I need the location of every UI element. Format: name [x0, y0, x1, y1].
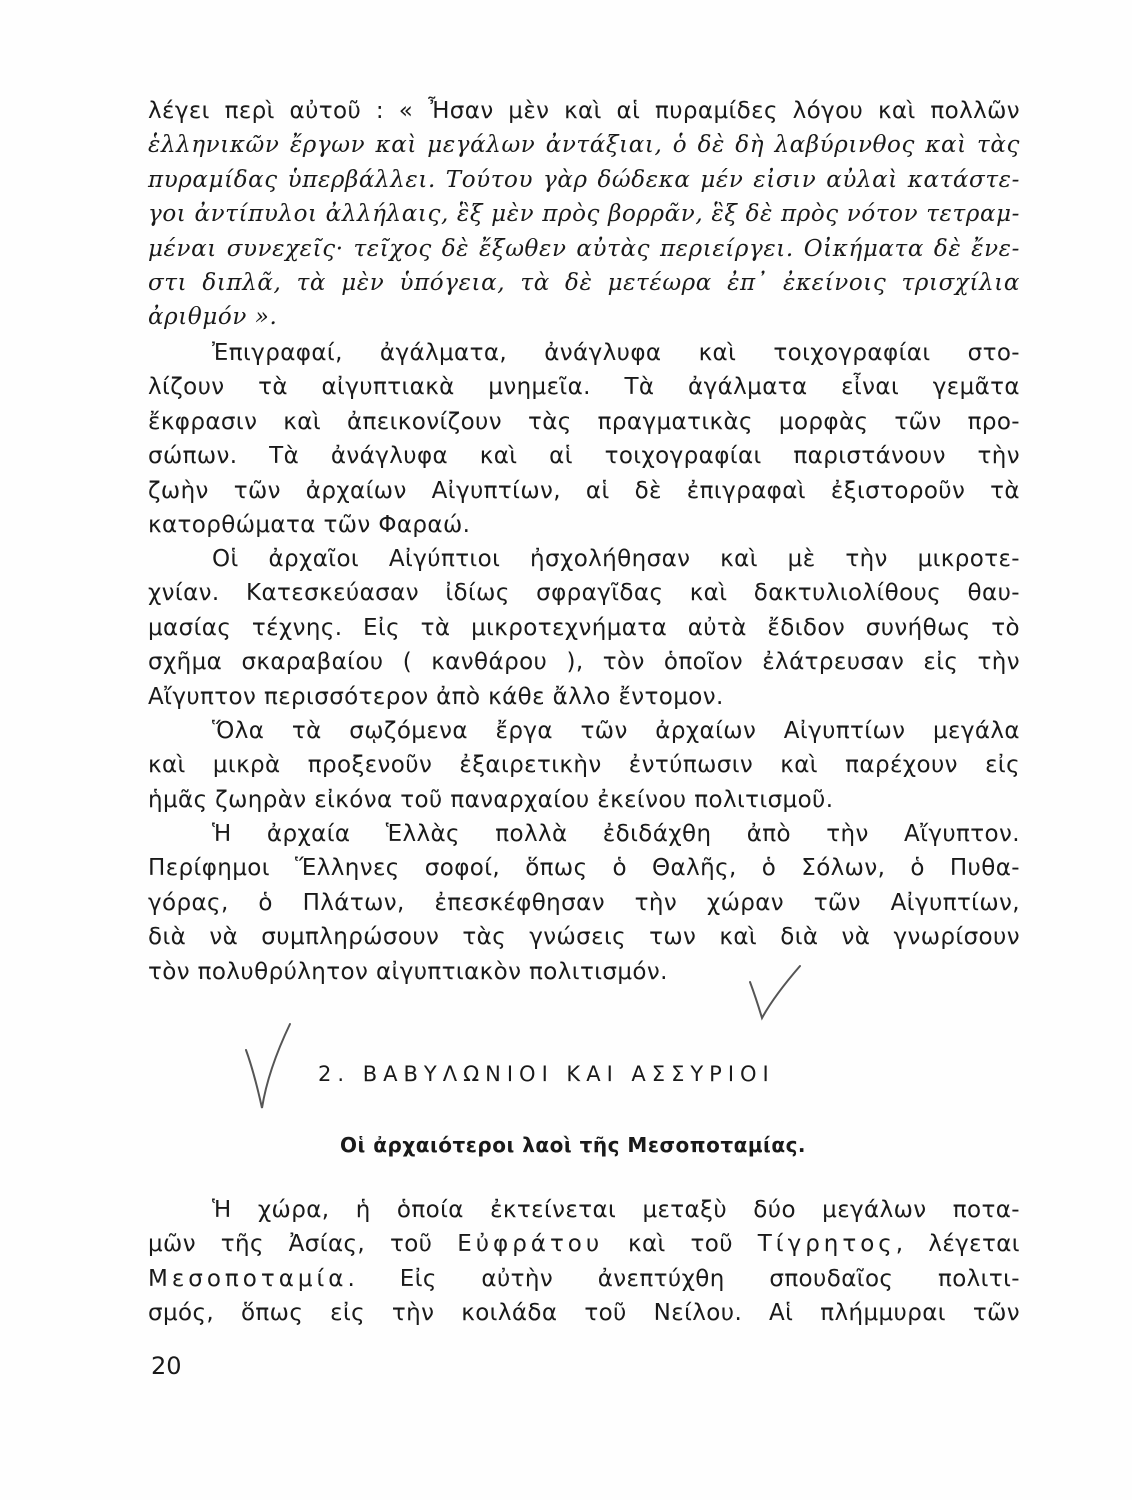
paragraph-art [148, 336, 1020, 542]
quotation-paragraph [148, 94, 1020, 335]
paragraph-surviving-works [148, 714, 1020, 817]
text-line: ζωὴν τῶν ἀρχαίων Αἰγυπτίων, αἱ δὲ ἐπιγραφαὶ ἐξιστοροῦν τὰ [148, 477, 1020, 504]
section-subheading: Οἱ ἀρχαιότεροι λαοὶ τῆς Μεσοποταμίας. [340, 1133, 807, 1157]
text-line: ἀριθμόν ». [148, 304, 278, 331]
river-name-tigris: Τίγρητος [757, 1231, 896, 1258]
text-line: ἑλληνικῶν ἔργων καὶ μεγάλων ἀντάξιαι, ὁ δὲ δὴ λαβύρινθος καὶ τὰς [148, 132, 1020, 159]
text-line: Περίφημοι Ἕλληνες σοφοί, ὅπως ὁ Θαλῆς, ὁ Σόλων, ὁ Πυθα- [148, 855, 1020, 882]
text-line: κατορθώματα τῶν Φαραώ. [148, 512, 471, 539]
text-line: Ἡ χώρα, ἡ ὁποία ἐκτείνεται μεταξὺ δύο μεγάλων ποτα- [212, 1197, 1020, 1223]
text-line: λίζουν τὰ αἰγυπτιακὰ μνημεῖα. Τὰ ἀγάλματα εἶναι γεμᾶτα [148, 374, 1020, 401]
text-line: τὸν πολυθρύλητον αἰγυπτιακὸν πολιτισμόν. [148, 958, 668, 985]
text-line: καὶ μικρὰ προξενοῦν ἐξαιρετικὴν ἐντύπωσιν καὶ παρέχουν εἰς [148, 752, 1020, 779]
text-line [148, 1262, 1020, 1296]
section-heading: 2. ΒΑΒΥΛΩΝΙΟΙ ΚΑΙ ΑΣΣΥΡΙΟΙ [318, 1062, 775, 1086]
text-line: λέγει περὶ αὐτοῦ : « Ἦσαν μὲν καὶ αἱ πυραμίδες λόγου καὶ πολλῶν [148, 98, 1020, 124]
text-line: μασίας τέχνης. Εἰς τὰ μικροτεχνήματα αὐτὰ ἔδιδον συνήθως τὸ [148, 614, 1020, 641]
handwritten-check-icon [240, 1020, 310, 1120]
text-line: μέναι συνεχεῖς· τεῖχος δὲ ἔξωθεν αὐτὰς περιείργει. Οἰκήματα δὲ ἔνε- [148, 235, 1020, 262]
text-fragment: . Εἰς αὐτὴν ἀνεπτύχθη σπουδαῖος πολιτι- [347, 1265, 1020, 1292]
region-name-mesopotamia: Μεσοποταμία [148, 1265, 348, 1292]
text-line: ἔκφρασιν καὶ ἀπεικονίζουν τὰς πραγματικὰς μορφὰς τῶν προ- [148, 408, 1020, 435]
text-line: πυραμίδας ὑπερβάλλει. Τούτου γὰρ δώδεκα μέν εἰσιν αὐλαὶ κατάστε- [148, 166, 1020, 193]
text-line: γοι ἀντίπυλοι ἀλλήλαις, ἓξ μὲν πρὸς βορρᾶν, ἓξ δὲ πρὸς νότον τετραμ- [148, 201, 1020, 228]
text-line: Οἱ ἀρχαῖοι Αἰγύπτιοι ἠσχολήθησαν καὶ μὲ τὴν μικροτε- [212, 546, 1020, 572]
text-line: Αἴγυπτον περισσότερον ἀπὸ κάθε ἄλλο ἔντομον. [148, 683, 724, 710]
text-line: ἡμᾶς ζωηρὰν εἰκόνα τοῦ παναρχαίου ἐκείνου πολιτισμοῦ. [148, 786, 834, 813]
text-line: στι διπλᾶ, τὰ μὲν ὑπόγεια, τὰ δὲ μετέωρα ἐπ᾽ ἐκείνοις τρισχίλια [148, 270, 1020, 297]
page-number: 20 [151, 1352, 182, 1380]
text-line: χνίαν. Κατεσκεύασαν ἰδίως σφραγῖδας καὶ δακτυλιολίθους θαυ- [148, 580, 1020, 607]
river-name-euphrates: Εὐφράτου [457, 1231, 604, 1258]
paragraph-miniature-art [148, 542, 1020, 714]
text-fragment: καὶ τοῦ [603, 1231, 758, 1258]
text-line [148, 1227, 1020, 1261]
text-line: Ἡ ἀρχαία Ἑλλὰς πολλὰ ἐδιδάχθη ἀπὸ τὴν Αἴγυπτον. [212, 821, 1020, 847]
text-line: σώπων. Τὰ ἀνάγλυφα καὶ αἱ τοιχογραφίαι παριστάνουν τὴν [148, 443, 1020, 470]
text-line: σμός, ὅπως εἰς τὴν κοιλάδα τοῦ Νείλου. Αἱ πλήμμυραι τῶν [148, 1300, 1020, 1327]
text-fragment: , λέγεται [895, 1231, 1020, 1258]
text-line: Ἐπιγραφαί, ἀγάλματα, ἀνάγλυφα καὶ τοιχογραφίαι στο- [212, 340, 1020, 366]
handwritten-check-icon [740, 960, 810, 1030]
text-line: διὰ νὰ συμπληρώσουν τὰς γνώσεις των καὶ διὰ νὰ γνωρίσουν [148, 924, 1020, 951]
text-line: γόρας, ὁ Πλάτων, ἐπεσκέφθησαν τὴν χώραν τῶν Αἰγυπτίων, [148, 889, 1020, 916]
paragraph-greek-influence [148, 817, 1020, 989]
paragraph-mesopotamia [148, 1193, 1020, 1331]
text-line: Ὅλα τὰ σῳζόμενα ἔργα τῶν ἀρχαίων Αἰγυπτίων μεγάλα [212, 718, 1020, 744]
text-line: σχῆμα σκαραβαίου ( κανθάρου ), τὸν ὁποῖον ἐλάτρευσαν εἰς τὴν [148, 649, 1020, 676]
text-fragment: μῶν τῆς Ἀσίας, τοῦ [148, 1231, 458, 1258]
